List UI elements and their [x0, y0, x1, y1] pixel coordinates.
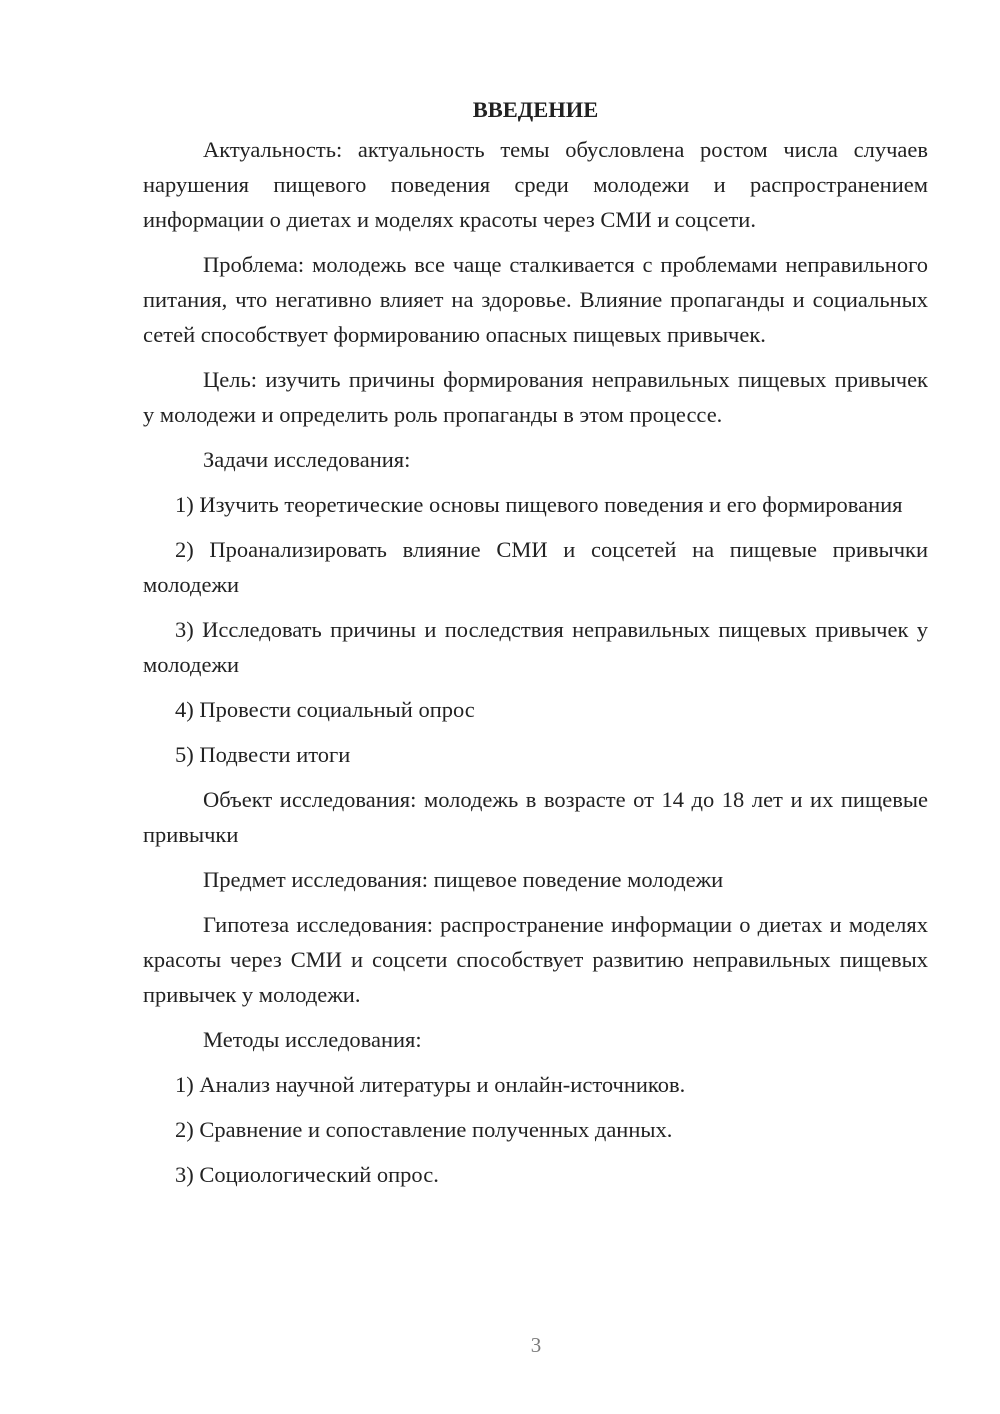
- task-item: 2) Проанализировать влияние СМИ и соцсетей на пищевые привычки молодежи: [143, 537, 928, 597]
- task-item: 4) Провести социальный опрос: [175, 697, 475, 722]
- goal-paragraph: Цель: изучить причины формирования неправильных пищевых привычек у молодежи и определить роль пропаганды в этом процессе.: [143, 367, 928, 427]
- page-number: 3: [530, 1333, 542, 1357]
- tasks-heading: Задачи исследования:: [203, 447, 411, 472]
- research-subject-paragraph: Предмет исследования: пищевое поведение молодежи: [203, 867, 724, 892]
- task-item: 5) Подвести итоги: [175, 742, 351, 767]
- hypothesis-paragraph: Гипотеза исследования: распространение информации о диетах и моделях красоты через СМИ и соцсети способствует развитию неправильных пищевых привычек у молодежи.: [143, 912, 928, 1007]
- problem-paragraph: Проблема: молодежь все чаще сталкивается с проблемами неправильного питания, что негативно влияет на здоровье. Влияние пропаганды и социальных сетей способствует формированию опасных пищевых привычек.: [143, 252, 928, 347]
- method-item: 2) Сравнение и сопоставление полученных данных.: [175, 1117, 673, 1142]
- document-body: [143, 90, 928, 1202]
- methods-heading: Методы исследования:: [203, 1027, 422, 1052]
- task-item: 1) Изучить теоретические основы пищевого поведения и его формирования: [175, 492, 903, 517]
- section-title: ВВЕДЕНИЕ: [472, 97, 599, 122]
- method-item: 1) Анализ научной литературы и онлайн-источников.: [175, 1072, 686, 1097]
- research-object-paragraph: Объект исследования: молодежь в возрасте от 14 до 18 лет и их пищевые привычки: [143, 787, 928, 847]
- method-item: 3) Социологический опрос.: [175, 1162, 439, 1187]
- task-item: 3) Исследовать причины и последствия неправильных пищевых привычек у молодежи: [143, 617, 928, 677]
- relevance-paragraph: Актуальность: актуальность темы обусловлена ростом числа случаев нарушения пищевого поведения среди молодежи и распространением информации о диетах и моделях красоты через СМИ и соцсети.: [143, 137, 928, 232]
